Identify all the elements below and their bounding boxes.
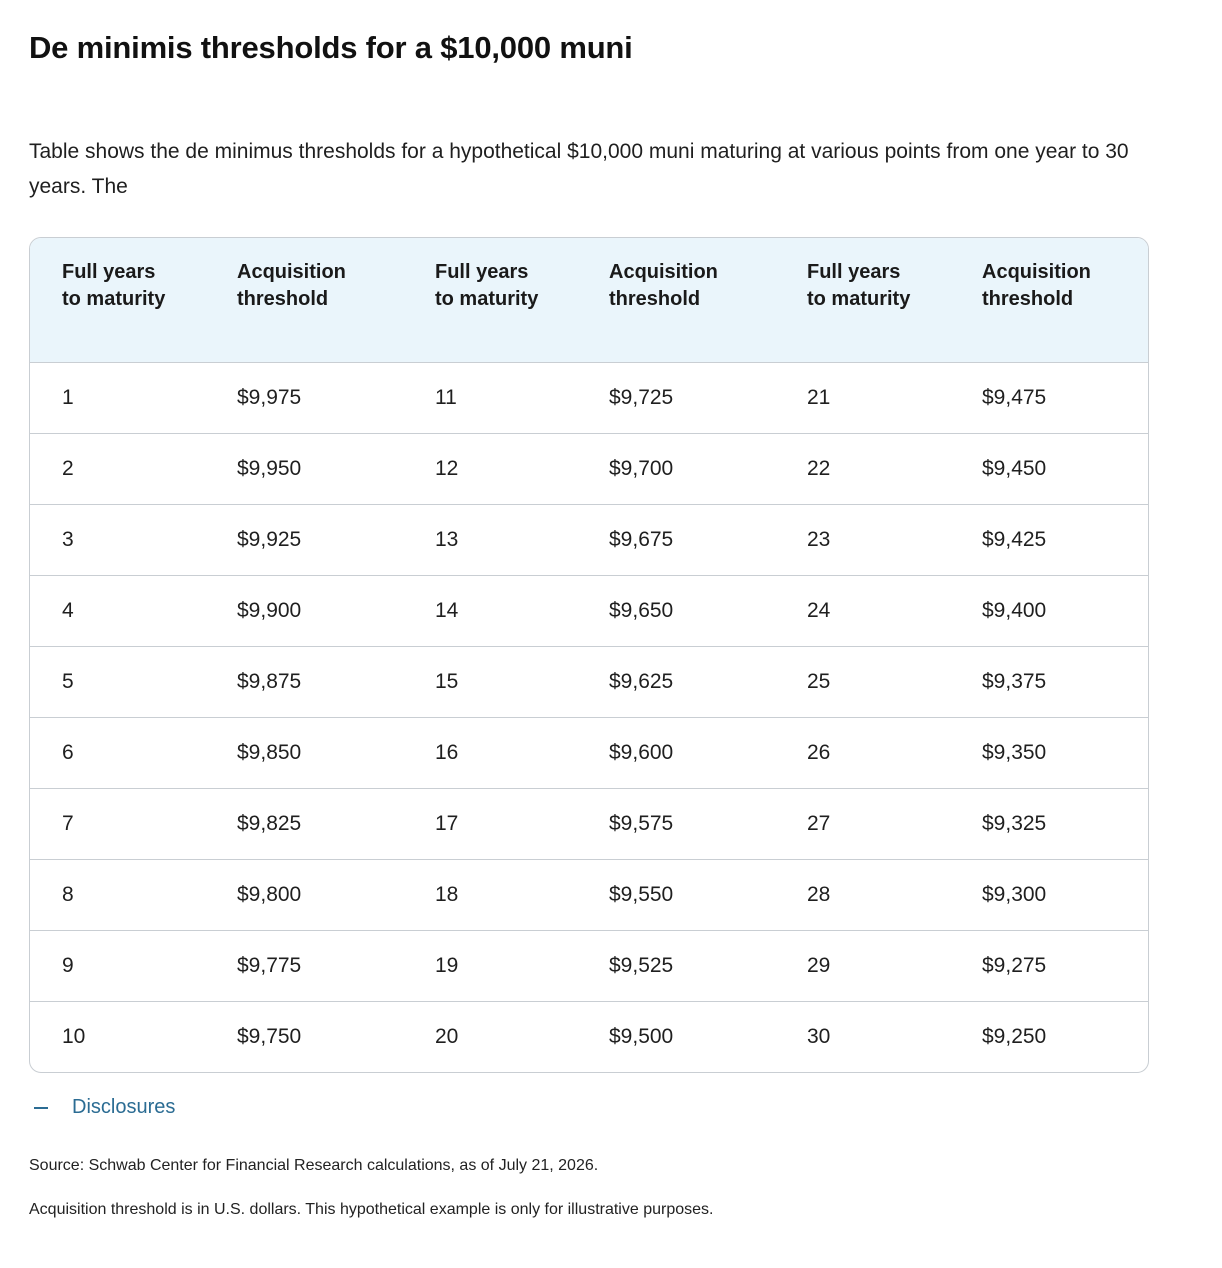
- acquisition-threshold-cell: $9,750: [237, 1025, 302, 1048]
- years-to-maturity-cell: 25: [775, 647, 950, 718]
- years-to-maturity-cell: 15: [403, 647, 577, 718]
- table-body: [30, 363, 1148, 1073]
- acquisition-threshold-cell: $9,675: [577, 505, 775, 576]
- acquisition-threshold-cell: $9,625: [577, 647, 775, 718]
- table-row: [30, 505, 1148, 576]
- table-row: [30, 363, 1148, 434]
- years-to-maturity-cell: 30: [807, 1025, 831, 1048]
- table-header-row: [30, 238, 1148, 363]
- acquisition-threshold-cell: $9,475: [950, 363, 1148, 434]
- acquisition-threshold-cell: $9,600: [577, 718, 775, 789]
- acquisition-threshold-cell: $9,950: [205, 434, 403, 505]
- acquisition-threshold-cell: $9,350: [950, 718, 1148, 789]
- years-to-maturity-cell: 24: [775, 576, 950, 647]
- acquisition-threshold-cell: $9,575: [577, 789, 775, 860]
- table-row: [30, 576, 1148, 647]
- acquisition-threshold-cell: $9,775: [205, 931, 403, 1002]
- acquisition-threshold-cell: $9,850: [205, 718, 403, 789]
- column-header-threshold-1: Acquisition threshold: [205, 238, 403, 363]
- years-to-maturity-cell: 23: [775, 505, 950, 576]
- acquisition-threshold-cell: $9,250: [982, 1025, 1047, 1048]
- years-to-maturity-cell: 13: [403, 505, 577, 576]
- years-to-maturity-cell: 7: [30, 789, 205, 860]
- years-to-maturity-cell: 1: [30, 363, 205, 434]
- years-to-maturity-cell: 21: [775, 363, 950, 434]
- years-to-maturity-cell: 5: [30, 647, 205, 718]
- acquisition-threshold-cell: $9,375: [950, 647, 1148, 718]
- years-to-maturity-cell: 3: [30, 505, 205, 576]
- years-to-maturity-cell: 28: [775, 860, 950, 931]
- table-header: [30, 238, 1148, 363]
- disclosures-label: Disclosures: [72, 1096, 176, 1118]
- acquisition-threshold-cell: $9,825: [205, 789, 403, 860]
- years-to-maturity-cell: 12: [403, 434, 577, 505]
- thresholds-table: [30, 238, 1148, 1072]
- acquisition-threshold-cell: $9,275: [950, 931, 1148, 1002]
- years-to-maturity-cell: 4: [30, 576, 205, 647]
- table-row: [30, 718, 1148, 789]
- acquisition-threshold-cell: $9,800: [205, 860, 403, 931]
- years-to-maturity-cell: 29: [775, 931, 950, 1002]
- column-header-years-1: Full years to maturity: [30, 238, 205, 363]
- intro-text: Table shows the de minimus thresholds for a hypothetical $10,000 muni maturing at various points from one year to 30 years. The: [29, 140, 1129, 198]
- table-row: [30, 647, 1148, 718]
- disclosures-toggle[interactable]: [29, 1096, 175, 1119]
- years-to-maturity-cell: 26: [775, 718, 950, 789]
- years-to-maturity-cell: 18: [403, 860, 577, 931]
- years-to-maturity-cell: 11: [403, 363, 577, 434]
- acquisition-threshold-cell: $9,450: [950, 434, 1148, 505]
- acquisition-threshold-cell: $9,975: [205, 363, 403, 434]
- acquisition-threshold-cell: $9,500: [609, 1025, 674, 1048]
- disclaimer-note: Acquisition threshold is in U.S. dollars. This hypothetical example is only for illustrative purposes.: [29, 1201, 714, 1218]
- acquisition-threshold-cell: $9,425: [950, 505, 1148, 576]
- column-header-threshold-2: Acquisition threshold: [577, 238, 775, 363]
- years-to-maturity-cell: 9: [30, 931, 205, 1002]
- acquisition-threshold-cell: $9,700: [577, 434, 775, 505]
- page-title: De minimis thresholds for a $10,000 muni: [29, 30, 633, 65]
- acquisition-threshold-cell: $9,725: [577, 363, 775, 434]
- source-note: Source: Schwab Center for Financial Research calculations, as of July 21, 2026.: [29, 1157, 599, 1174]
- acquisition-threshold-cell: $9,550: [577, 860, 775, 931]
- acquisition-threshold-cell: $9,925: [205, 505, 403, 576]
- table-row: [30, 1002, 1148, 1073]
- table-row: [30, 860, 1148, 931]
- years-to-maturity-cell: 10: [62, 1025, 86, 1048]
- acquisition-threshold-cell: $9,400: [950, 576, 1148, 647]
- years-to-maturity-cell: 19: [403, 931, 577, 1002]
- acquisition-threshold-cell: $9,325: [950, 789, 1148, 860]
- column-header-years-2: Full years to maturity: [403, 238, 577, 363]
- years-to-maturity-cell: 14: [403, 576, 577, 647]
- years-to-maturity-cell: 22: [775, 434, 950, 505]
- years-to-maturity-cell: 8: [30, 860, 205, 931]
- table-row: [30, 789, 1148, 860]
- years-to-maturity-cell: 27: [775, 789, 950, 860]
- table-row: [30, 931, 1148, 1002]
- acquisition-threshold-cell: $9,900: [205, 576, 403, 647]
- years-to-maturity-cell: 16: [403, 718, 577, 789]
- thresholds-table-container: [29, 237, 1149, 1073]
- years-to-maturity-cell: 20: [435, 1025, 459, 1048]
- table-row: [30, 434, 1148, 505]
- years-to-maturity-cell: 2: [30, 434, 205, 505]
- years-to-maturity-cell: 17: [403, 789, 577, 860]
- acquisition-threshold-cell: $9,525: [577, 931, 775, 1002]
- acquisition-threshold-cell: $9,875: [205, 647, 403, 718]
- column-header-threshold-3: Acquisition threshold: [950, 238, 1148, 363]
- years-to-maturity-cell: 6: [30, 718, 205, 789]
- minus-icon: [34, 1107, 48, 1109]
- acquisition-threshold-cell: $9,300: [950, 860, 1148, 931]
- acquisition-threshold-cell: $9,650: [577, 576, 775, 647]
- column-header-years-3: Full years to maturity: [775, 238, 950, 363]
